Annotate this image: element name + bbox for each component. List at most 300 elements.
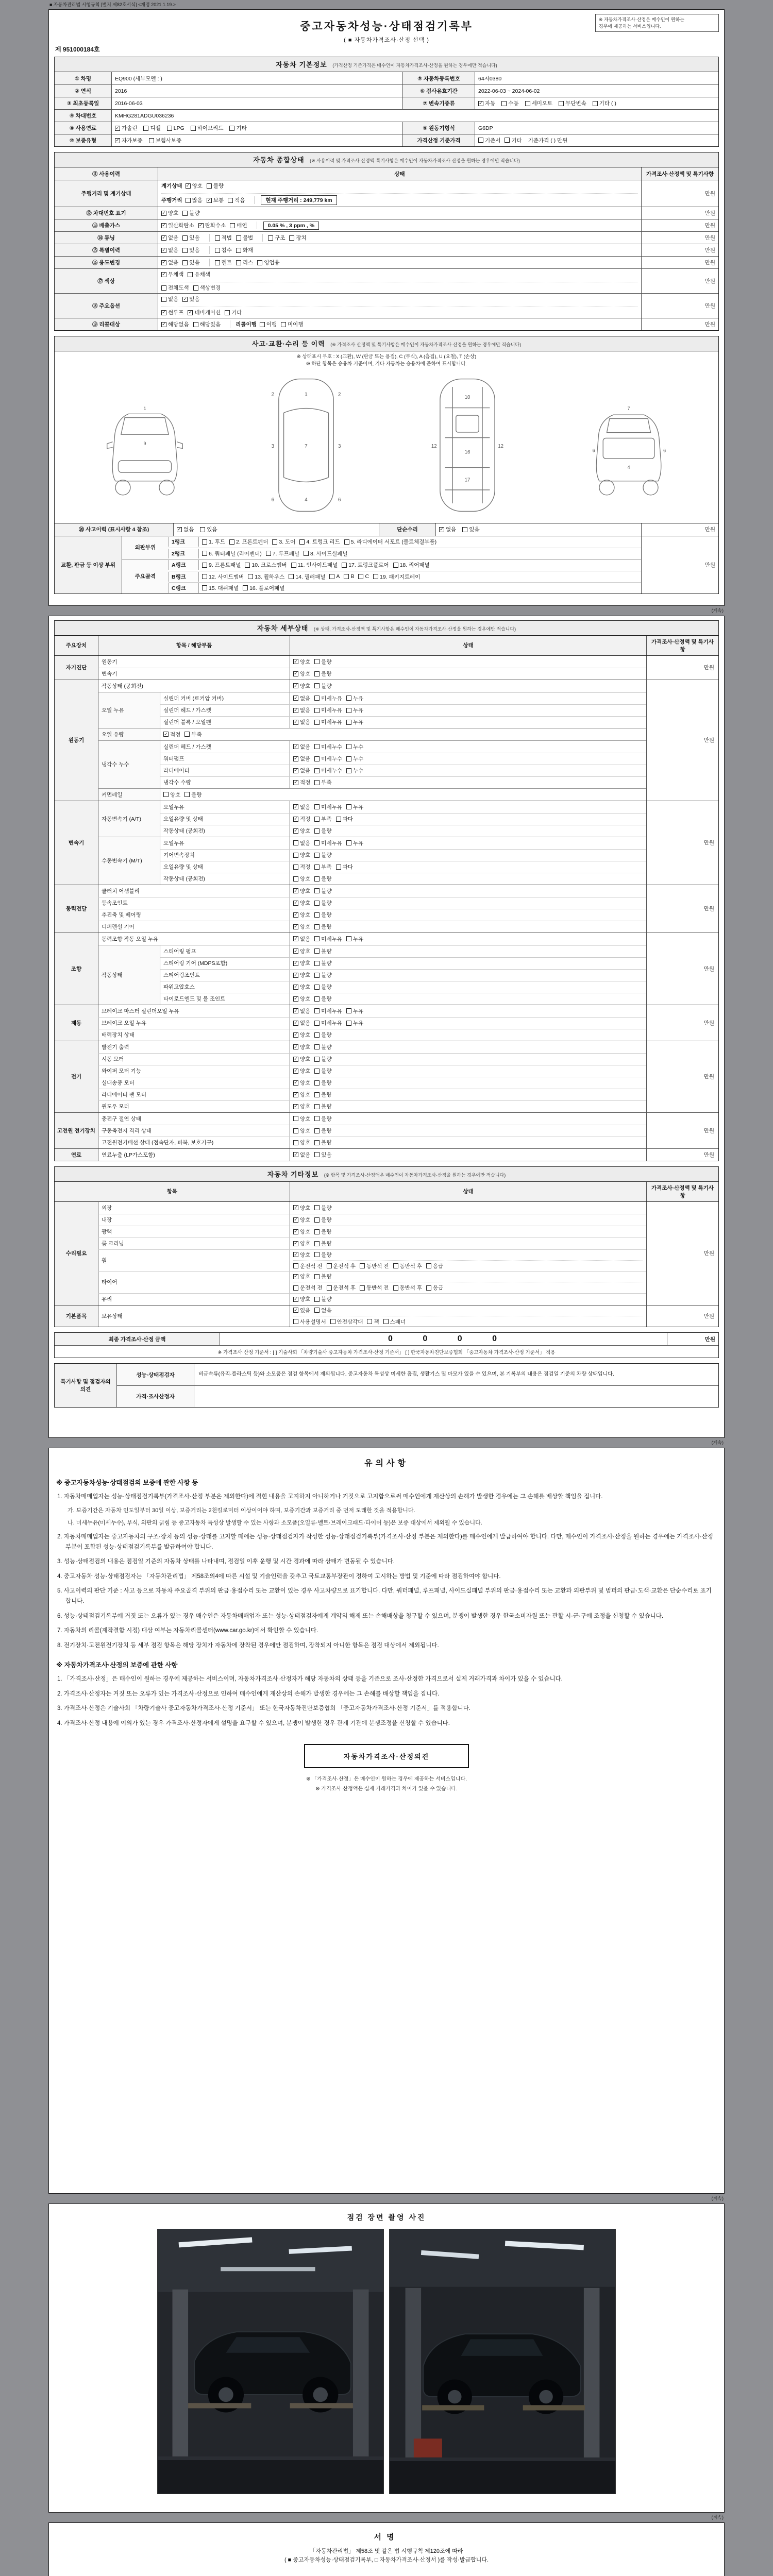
- checkbox-option[interactable]: 적법: [215, 234, 232, 242]
- checkbox[interactable]: [346, 1021, 351, 1026]
- checkbox[interactable]: [188, 272, 193, 277]
- checkbox-option[interactable]: 미세누유: [314, 1019, 342, 1027]
- checkbox[interactable]: [346, 1008, 351, 1013]
- checkbox-option[interactable]: 양호: [293, 875, 310, 883]
- checkbox-option[interactable]: ✓ 양호: [293, 1055, 310, 1063]
- checkbox[interactable]: [161, 310, 166, 315]
- checkbox-option[interactable]: 19. 패키지트레이: [373, 573, 420, 581]
- checkbox[interactable]: [184, 732, 190, 737]
- checkbox[interactable]: [293, 924, 298, 929]
- checkbox[interactable]: [346, 804, 351, 809]
- checkbox-option[interactable]: 누유: [346, 1019, 363, 1027]
- checkbox[interactable]: [293, 912, 298, 918]
- checkbox[interactable]: [314, 708, 320, 713]
- checkbox-option[interactable]: 5. 라디에이터 서포트 (볼트체결부품): [344, 538, 437, 546]
- checkbox-option[interactable]: 응급: [426, 1262, 443, 1270]
- checkbox[interactable]: [346, 708, 351, 713]
- checkbox-option[interactable]: 미세누유: [314, 803, 342, 811]
- checkbox-option[interactable]: 양호: [293, 1127, 310, 1134]
- checkbox-option[interactable]: 없음: [161, 295, 178, 303]
- checkbox-option[interactable]: 불량: [314, 995, 331, 1003]
- checkbox[interactable]: [293, 985, 298, 990]
- checkbox-option[interactable]: 이행: [260, 320, 277, 328]
- checkbox[interactable]: [198, 223, 204, 228]
- checkbox[interactable]: [293, 936, 298, 941]
- checkbox[interactable]: [293, 840, 298, 845]
- checkbox-option[interactable]: ✓ 없음: [293, 1007, 310, 1015]
- checkbox[interactable]: [161, 260, 166, 265]
- checkbox-option[interactable]: 누유: [346, 935, 363, 943]
- checkbox[interactable]: [314, 671, 320, 676]
- checkbox-option[interactable]: ✓ 일산화탄소: [161, 222, 194, 229]
- checkbox-option[interactable]: ✓ 없음: [293, 718, 310, 726]
- checkbox[interactable]: [327, 1285, 332, 1291]
- checkbox-option[interactable]: 8. 사이드실패널: [304, 550, 348, 557]
- checkbox[interactable]: [191, 126, 196, 131]
- checkbox-option[interactable]: 보험사보증: [149, 137, 182, 144]
- checkbox[interactable]: [293, 1241, 298, 1246]
- checkbox[interactable]: [314, 659, 320, 664]
- checkbox-option[interactable]: ✓ 없음: [293, 1019, 310, 1027]
- checkbox-option[interactable]: 불량: [314, 682, 331, 690]
- checkbox-option[interactable]: LPG: [167, 125, 184, 131]
- checkbox-option[interactable]: 과다: [336, 863, 353, 871]
- checkbox[interactable]: [293, 1080, 298, 1086]
- checkbox-option[interactable]: 누수: [346, 755, 363, 762]
- checkbox[interactable]: [293, 720, 298, 725]
- checkbox-option[interactable]: 구조: [268, 234, 285, 242]
- checkbox[interactable]: [289, 235, 294, 241]
- checkbox[interactable]: [293, 1044, 298, 1049]
- checkbox-option[interactable]: 있음: [314, 1151, 331, 1159]
- checkbox[interactable]: [293, 1285, 298, 1291]
- checkbox-option[interactable]: ✓ 적정: [293, 778, 310, 786]
- checkbox[interactable]: [293, 1319, 298, 1324]
- checkbox-option[interactable]: 동반석 전: [360, 1284, 389, 1292]
- checkbox-option[interactable]: ✓ 양호: [293, 1079, 310, 1087]
- checkbox[interactable]: [344, 539, 349, 545]
- checkbox[interactable]: [236, 260, 241, 265]
- checkbox-option[interactable]: ✓ 양호: [293, 923, 310, 930]
- checkbox[interactable]: [236, 235, 241, 241]
- checkbox-option[interactable]: 있음: [200, 526, 217, 533]
- checkbox-option[interactable]: ✓ 양호: [293, 1031, 310, 1039]
- checkbox[interactable]: [346, 744, 351, 749]
- checkbox-option[interactable]: 누수: [346, 743, 363, 751]
- checkbox-option[interactable]: 있음: [182, 246, 199, 254]
- checkbox-option[interactable]: ✓ 있음: [293, 1307, 310, 1314]
- checkbox[interactable]: [314, 1140, 320, 1145]
- checkbox[interactable]: [293, 901, 298, 906]
- checkbox-option[interactable]: ✓ 양호: [293, 1103, 310, 1110]
- checkbox[interactable]: [342, 563, 347, 568]
- checkbox[interactable]: [314, 1021, 320, 1026]
- checkbox-option[interactable]: 부족: [314, 863, 331, 871]
- checkbox[interactable]: [200, 527, 205, 532]
- checkbox-option[interactable]: ✓ 없음: [293, 803, 310, 811]
- checkbox[interactable]: [478, 101, 483, 106]
- checkbox[interactable]: [314, 961, 320, 966]
- checkbox[interactable]: [314, 768, 320, 773]
- checkbox[interactable]: [293, 1069, 298, 1074]
- checkbox[interactable]: [272, 539, 277, 545]
- checkbox-option[interactable]: ✓ 없음: [293, 935, 310, 943]
- checkbox-option[interactable]: 없음: [293, 839, 310, 847]
- checkbox[interactable]: [314, 1217, 320, 1223]
- checkbox[interactable]: [367, 1319, 372, 1324]
- checkbox[interactable]: [229, 539, 234, 545]
- checkbox[interactable]: [314, 1069, 320, 1074]
- checkbox[interactable]: [314, 1205, 320, 1210]
- checkbox[interactable]: [383, 1319, 389, 1324]
- checkbox-option[interactable]: 누유: [346, 839, 363, 847]
- checkbox-option[interactable]: 동반석 후: [393, 1262, 423, 1270]
- checkbox-option[interactable]: 부족: [314, 778, 331, 786]
- checkbox[interactable]: [202, 585, 207, 590]
- checkbox[interactable]: [230, 223, 235, 228]
- checkbox[interactable]: [293, 1229, 298, 1234]
- checkbox-option[interactable]: 불량: [314, 851, 331, 859]
- checkbox-option[interactable]: ✓ 없음: [439, 526, 456, 533]
- checkbox[interactable]: [346, 936, 351, 941]
- checkbox[interactable]: [314, 912, 320, 918]
- checkbox[interactable]: [293, 768, 298, 773]
- checkbox-option[interactable]: 불량: [314, 1103, 331, 1110]
- checkbox-option[interactable]: 불량: [314, 1228, 331, 1235]
- checkbox[interactable]: [314, 865, 320, 870]
- checkbox-option[interactable]: ✓ 있음: [182, 295, 199, 303]
- checkbox[interactable]: [314, 828, 320, 834]
- checkbox[interactable]: [314, 756, 320, 761]
- checkbox-option[interactable]: ✓ 양호: [293, 911, 310, 919]
- checkbox-option[interactable]: 불량: [314, 1216, 331, 1224]
- checkbox[interactable]: [161, 223, 166, 228]
- checkbox[interactable]: [161, 248, 166, 253]
- checkbox[interactable]: [149, 138, 154, 143]
- checkbox[interactable]: [291, 563, 296, 568]
- checkbox[interactable]: [161, 211, 166, 216]
- checkbox-option[interactable]: 10. 크로스멤버: [245, 561, 287, 569]
- checkbox-option[interactable]: ✓ 없음: [293, 755, 310, 762]
- checkbox[interactable]: [184, 792, 190, 797]
- checkbox[interactable]: [268, 235, 273, 241]
- checkbox-option[interactable]: 과다: [336, 815, 353, 823]
- checkbox[interactable]: [115, 138, 120, 143]
- checkbox[interactable]: [225, 310, 230, 315]
- checkbox-option[interactable]: ✓ 양호: [293, 1295, 310, 1303]
- checkbox[interactable]: [314, 720, 320, 725]
- checkbox[interactable]: [182, 211, 188, 216]
- checkbox[interactable]: [182, 235, 188, 241]
- checkbox[interactable]: [559, 101, 564, 106]
- checkbox-option[interactable]: 안전삼각대: [330, 1318, 363, 1326]
- checkbox[interactable]: [293, 1128, 298, 1133]
- checkbox[interactable]: [202, 551, 207, 556]
- checkbox-option[interactable]: ✓ 양호: [293, 1273, 310, 1280]
- checkbox[interactable]: [314, 1080, 320, 1086]
- checkbox-option[interactable]: 누유: [346, 1007, 363, 1015]
- checkbox-option[interactable]: 불량: [314, 1139, 331, 1146]
- checkbox[interactable]: [293, 1297, 298, 1302]
- checkbox[interactable]: [314, 985, 320, 990]
- checkbox[interactable]: [360, 1263, 365, 1268]
- checkbox-option[interactable]: ✓ 적정: [163, 731, 180, 738]
- checkbox[interactable]: [314, 973, 320, 978]
- checkbox-option[interactable]: 누유: [346, 706, 363, 714]
- checkbox[interactable]: [525, 101, 530, 106]
- checkbox[interactable]: [346, 756, 351, 761]
- checkbox-option[interactable]: ✓ 양호: [293, 971, 310, 979]
- checkbox[interactable]: [314, 1297, 320, 1302]
- checkbox[interactable]: [314, 1252, 320, 1257]
- checkbox-option[interactable]: 불량: [314, 923, 331, 930]
- checkbox[interactable]: [314, 1229, 320, 1234]
- checkbox-option[interactable]: ✓ 양호: [293, 983, 310, 991]
- checkbox[interactable]: [293, 683, 298, 688]
- checkbox[interactable]: [393, 1263, 398, 1268]
- checkbox-option[interactable]: 기타: [229, 124, 246, 132]
- checkbox[interactable]: [478, 138, 483, 143]
- checkbox[interactable]: [314, 1116, 320, 1121]
- checkbox-option[interactable]: 불량: [314, 947, 331, 955]
- checkbox-option[interactable]: 영업용: [257, 259, 279, 266]
- checkbox[interactable]: [314, 996, 320, 1002]
- checkbox-option[interactable]: ✓ 없음: [161, 246, 178, 254]
- checkbox[interactable]: [314, 804, 320, 809]
- checkbox[interactable]: [182, 248, 188, 253]
- checkbox-option[interactable]: 기준서: [478, 137, 500, 144]
- checkbox-option[interactable]: ✓ 적정: [293, 815, 310, 823]
- checkbox[interactable]: [293, 1263, 298, 1268]
- checkbox-option[interactable]: ✓ 없음: [161, 234, 178, 242]
- checkbox-option[interactable]: 누수: [346, 767, 363, 774]
- checkbox-option[interactable]: 17. 트렁크플로어: [342, 561, 389, 569]
- checkbox[interactable]: [293, 865, 298, 870]
- checkbox[interactable]: [314, 876, 320, 882]
- checkbox-option[interactable]: 11. 인사이드패널: [291, 561, 338, 569]
- checkbox[interactable]: [229, 126, 234, 131]
- checkbox[interactable]: [248, 574, 253, 579]
- checkbox[interactable]: [293, 1217, 298, 1223]
- checkbox-option[interactable]: ✓ 양호: [293, 1240, 310, 1247]
- checkbox[interactable]: [228, 198, 233, 203]
- checkbox[interactable]: [314, 1128, 320, 1133]
- checkbox[interactable]: [193, 322, 198, 327]
- checkbox-option[interactable]: ✓ 양호: [293, 959, 310, 967]
- checkbox-option[interactable]: 잭: [367, 1318, 379, 1326]
- checkbox-option[interactable]: ✓ 양호: [293, 887, 310, 895]
- checkbox[interactable]: [346, 696, 351, 701]
- checkbox[interactable]: [314, 888, 320, 893]
- checkbox[interactable]: [163, 732, 169, 737]
- checkbox[interactable]: [346, 840, 351, 845]
- checkbox-option[interactable]: 3. 도어: [272, 538, 295, 546]
- checkbox[interactable]: [115, 126, 120, 131]
- checkbox[interactable]: [293, 708, 298, 713]
- checkbox-option[interactable]: 누유: [346, 694, 363, 702]
- checkbox-option[interactable]: ✓ 양호: [293, 1043, 310, 1051]
- checkbox-option[interactable]: 불량: [314, 1091, 331, 1098]
- checkbox[interactable]: [202, 539, 207, 545]
- checkbox[interactable]: [314, 744, 320, 749]
- checkbox[interactable]: [304, 551, 309, 556]
- checkbox[interactable]: [207, 198, 212, 203]
- checkbox[interactable]: [314, 901, 320, 906]
- checkbox-option[interactable]: 불량: [314, 971, 331, 979]
- checkbox[interactable]: [346, 720, 351, 725]
- checkbox[interactable]: [505, 138, 510, 143]
- checkbox-option[interactable]: 불량: [314, 911, 331, 919]
- checkbox-option[interactable]: 1. 후드: [202, 538, 225, 546]
- checkbox[interactable]: [293, 1116, 298, 1121]
- checkbox[interactable]: [236, 248, 241, 253]
- checkbox-option[interactable]: 스패너: [383, 1318, 406, 1326]
- checkbox-option[interactable]: 불량: [314, 1240, 331, 1247]
- checkbox[interactable]: [293, 1057, 298, 1062]
- checkbox[interactable]: [260, 322, 265, 327]
- checkbox-option[interactable]: 불량: [314, 959, 331, 967]
- checkbox[interactable]: [293, 996, 298, 1002]
- checkbox-option[interactable]: 불량: [314, 670, 331, 677]
- checkbox-option[interactable]: 15. 대쉬패널: [202, 584, 239, 592]
- checkbox-option[interactable]: C: [358, 573, 369, 580]
- checkbox-option[interactable]: 불량: [314, 1043, 331, 1051]
- checkbox-option[interactable]: 침수: [215, 246, 232, 254]
- checkbox[interactable]: [314, 1241, 320, 1246]
- checkbox[interactable]: [314, 924, 320, 929]
- checkbox-option[interactable]: ✓ 양호: [161, 209, 178, 217]
- checkbox-option[interactable]: 많음: [186, 196, 203, 204]
- checkbox[interactable]: [186, 183, 191, 189]
- checkbox-option[interactable]: 14. 필러패널: [289, 573, 325, 581]
- checkbox[interactable]: [426, 1263, 431, 1268]
- checkbox-option[interactable]: 운전석 전: [293, 1284, 323, 1292]
- checkbox-option[interactable]: 미세누수: [314, 743, 342, 751]
- checkbox-option[interactable]: 있음: [462, 526, 479, 533]
- checkbox[interactable]: [293, 973, 298, 978]
- checkbox-option[interactable]: ✓ 양호: [293, 670, 310, 677]
- checkbox[interactable]: [314, 1044, 320, 1049]
- checkbox-option[interactable]: 디젤: [143, 124, 160, 132]
- checkbox[interactable]: [314, 948, 320, 954]
- checkbox-option[interactable]: ✓ 양호: [293, 1204, 310, 1212]
- checkbox[interactable]: [393, 563, 398, 568]
- checkbox[interactable]: [293, 671, 298, 676]
- checkbox[interactable]: [215, 260, 220, 265]
- checkbox-option[interactable]: ✓ 없음: [293, 706, 310, 714]
- checkbox[interactable]: [314, 1104, 320, 1109]
- checkbox[interactable]: [182, 260, 188, 265]
- checkbox-option[interactable]: 해당있음: [193, 320, 221, 328]
- checkbox-option[interactable]: ✓ 탄화수소: [198, 222, 226, 229]
- checkbox[interactable]: [358, 574, 363, 579]
- checkbox-option[interactable]: 불량: [314, 1204, 331, 1212]
- checkbox[interactable]: [293, 1021, 298, 1026]
- checkbox-option[interactable]: 양호: [163, 791, 180, 799]
- checkbox[interactable]: [293, 888, 298, 893]
- checkbox-option[interactable]: ✓ 양호: [293, 827, 310, 835]
- checkbox-option[interactable]: 유채색: [188, 270, 210, 278]
- checkbox[interactable]: [293, 756, 298, 761]
- checkbox[interactable]: [314, 1008, 320, 1013]
- checkbox[interactable]: [314, 683, 320, 688]
- checkbox-option[interactable]: 있음: [182, 259, 199, 266]
- checkbox-option[interactable]: 불법: [236, 234, 253, 242]
- checkbox[interactable]: [161, 285, 166, 291]
- checkbox[interactable]: [293, 1032, 298, 1038]
- checkbox-option[interactable]: 미세누유: [314, 706, 342, 714]
- checkbox-option[interactable]: ✓ 없음: [293, 743, 310, 751]
- checkbox-option[interactable]: 12. 사이드멤버: [202, 573, 244, 581]
- checkbox[interactable]: [336, 817, 341, 822]
- checkbox[interactable]: [161, 297, 166, 302]
- checkbox-option[interactable]: ✓ 양호: [293, 1228, 310, 1235]
- checkbox-option[interactable]: 18. 리어패널: [393, 561, 430, 569]
- checkbox[interactable]: [314, 780, 320, 785]
- checkbox[interactable]: [346, 768, 351, 773]
- checkbox-option[interactable]: 미세누유: [314, 718, 342, 726]
- checkbox[interactable]: [293, 828, 298, 834]
- checkbox-option[interactable]: 7. 루프패널: [266, 550, 299, 557]
- checkbox[interactable]: [336, 865, 341, 870]
- checkbox-option[interactable]: ✓ 양호: [293, 995, 310, 1003]
- checkbox[interactable]: [281, 322, 286, 327]
- checkbox-option[interactable]: 불량: [314, 1251, 331, 1259]
- checkbox-option[interactable]: ✓ 양호: [293, 1091, 310, 1098]
- checkbox-option[interactable]: 운전석 후: [327, 1284, 356, 1292]
- checkbox-option[interactable]: 불량: [314, 1127, 331, 1134]
- checkbox[interactable]: [593, 101, 598, 106]
- checkbox-option[interactable]: 불량: [314, 1055, 331, 1063]
- checkbox-option[interactable]: 부족: [184, 731, 201, 738]
- checkbox-option[interactable]: 동반석 후: [393, 1284, 423, 1292]
- checkbox-option[interactable]: 양호: [293, 851, 310, 859]
- checkbox[interactable]: [501, 101, 507, 106]
- checkbox-option[interactable]: 화재: [236, 246, 253, 254]
- checkbox-option[interactable]: 매연: [230, 222, 247, 229]
- checkbox-option[interactable]: 미세누유: [314, 935, 342, 943]
- checkbox[interactable]: [314, 1274, 320, 1279]
- checkbox[interactable]: [327, 1263, 332, 1268]
- checkbox[interactable]: [314, 1092, 320, 1097]
- checkbox[interactable]: [293, 780, 298, 785]
- checkbox[interactable]: [188, 310, 193, 315]
- checkbox-option[interactable]: 사용설명서: [293, 1318, 326, 1326]
- checkbox-option[interactable]: ✓ 네비게이션: [188, 309, 221, 316]
- checkbox[interactable]: [293, 1092, 298, 1097]
- checkbox-option[interactable]: 불량: [314, 658, 331, 666]
- checkbox-option[interactable]: 기타 ( ): [593, 99, 616, 107]
- checkbox[interactable]: [314, 1057, 320, 1062]
- checkbox[interactable]: [293, 961, 298, 966]
- checkbox-option[interactable]: 13. 휠하우스: [248, 573, 284, 581]
- checkbox-option[interactable]: ✓ 양호: [293, 682, 310, 690]
- checkbox[interactable]: [314, 840, 320, 845]
- checkbox[interactable]: [207, 183, 212, 189]
- checkbox-option[interactable]: 미세누유: [314, 839, 342, 847]
- checkbox[interactable]: [161, 322, 166, 327]
- checkbox[interactable]: [314, 936, 320, 941]
- checkbox[interactable]: [299, 539, 305, 545]
- checkbox[interactable]: [161, 272, 166, 277]
- checkbox[interactable]: [293, 1274, 298, 1279]
- checkbox-option[interactable]: 9. 프론트패널: [202, 561, 241, 569]
- checkbox[interactable]: [462, 527, 467, 532]
- checkbox-option[interactable]: ✓ 없음: [177, 526, 194, 533]
- checkbox-option[interactable]: ✓ 해당없음: [161, 320, 189, 328]
- checkbox-option[interactable]: 불량: [314, 1079, 331, 1087]
- checkbox-option[interactable]: 불량: [314, 875, 331, 883]
